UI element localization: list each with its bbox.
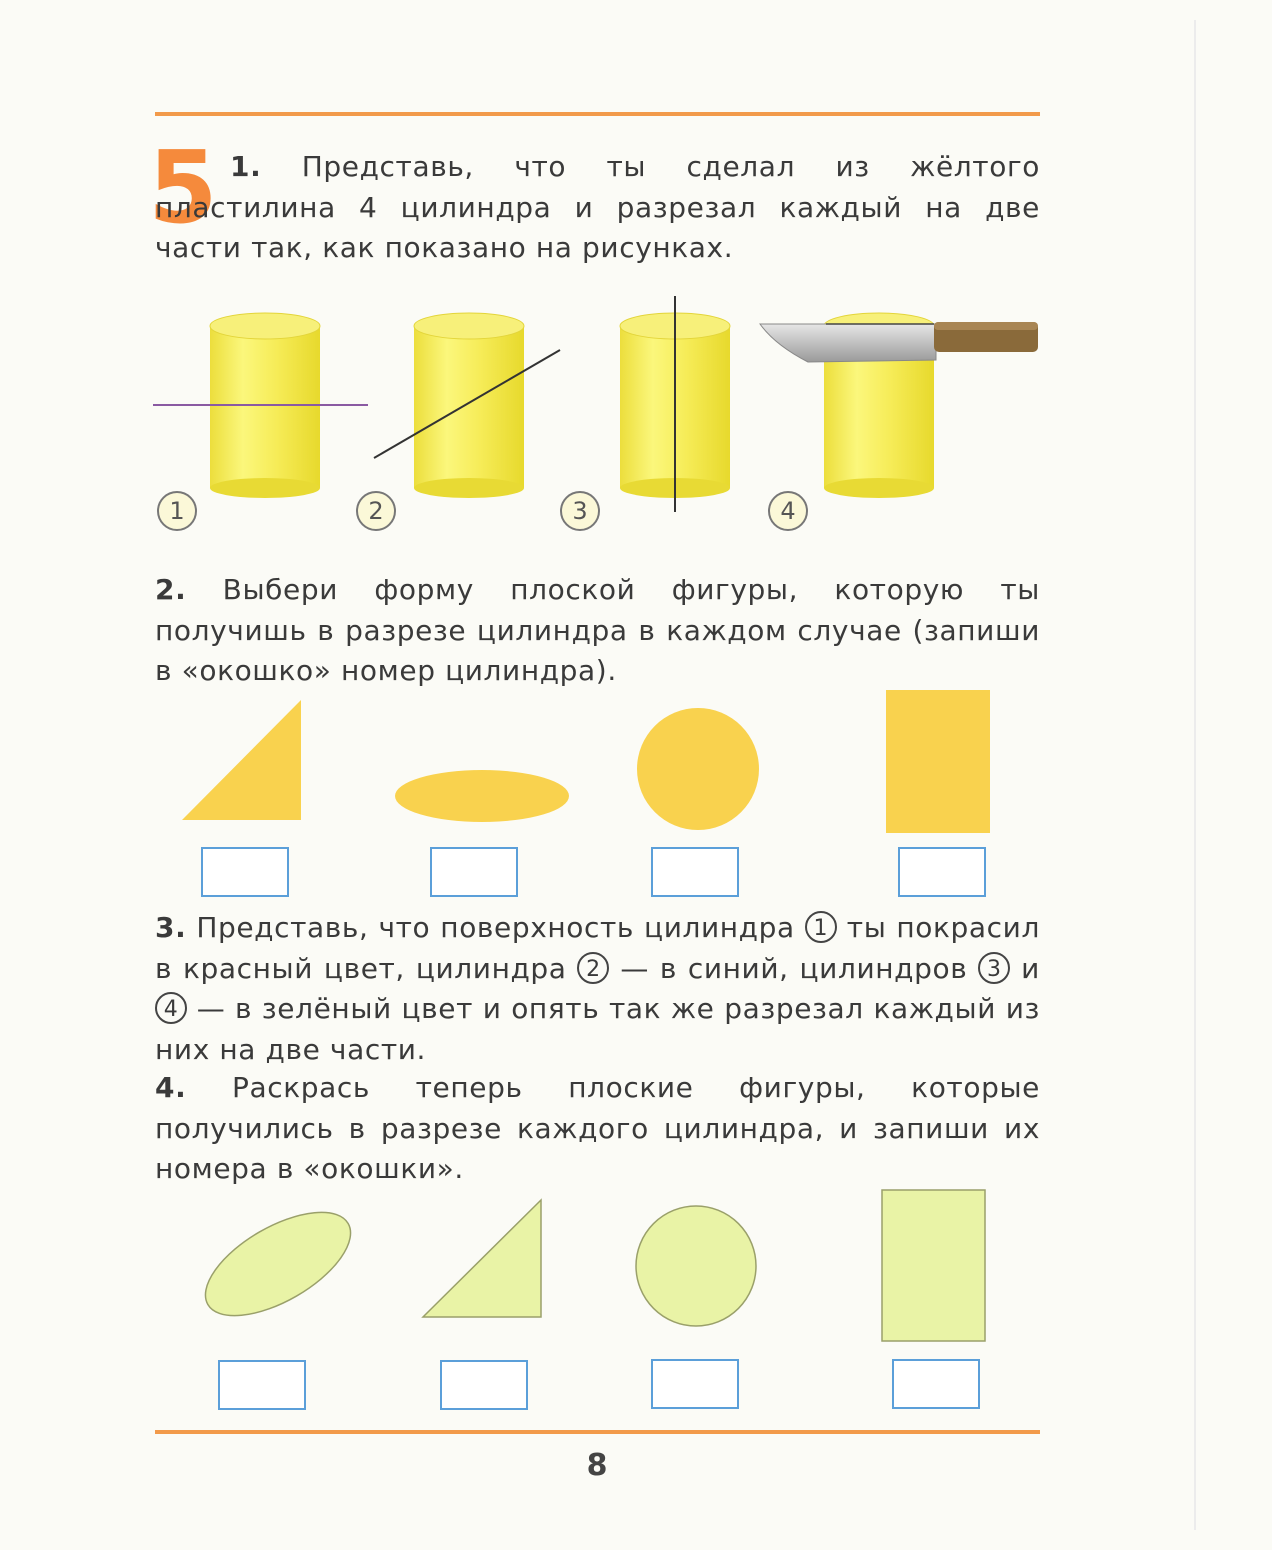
- part-2-text: Выбери форму плоской фигуры, которую ты получишь в разрезе цилиндра в каждом случае (запиши в «окошко» номер цилиндра).: [155, 573, 1040, 687]
- answer-box-row2-2[interactable]: [440, 1360, 528, 1410]
- answer-box-row1-4[interactable]: [898, 847, 986, 897]
- cylinder-1: [153, 313, 368, 498]
- cylinder-badge-4: 4: [768, 491, 808, 531]
- circled-number-3: 3: [978, 952, 1010, 984]
- part-3-number: 3.: [155, 911, 187, 944]
- answer-box-row2-1[interactable]: [218, 1360, 306, 1410]
- shape-circle-yellow: [637, 708, 759, 830]
- task-part-3: [155, 908, 1040, 1070]
- shape-rectangle-pale: [882, 1190, 985, 1341]
- task-part-4: [155, 1068, 1040, 1190]
- cylinder-badge-3: 3: [560, 491, 600, 531]
- part-4-number: 4.: [155, 1071, 187, 1104]
- part-3-text-d: и: [1021, 951, 1040, 985]
- knife-icon: [760, 322, 1038, 362]
- part-3-text-b: ты покрасил в красный цвет, цилиндра: [155, 911, 1040, 985]
- shape-rectangle-yellow: [886, 690, 990, 833]
- part-4-text: Раскрась теперь плоские фигуры, которые получились в разрезе каждого цилиндра, и запиши их номера в «окошки».: [155, 1071, 1040, 1185]
- answer-box-row1-3[interactable]: [651, 847, 739, 897]
- circled-number-4: 4: [155, 992, 187, 1024]
- cylinder-3: [620, 296, 730, 512]
- task-number: 5: [148, 129, 218, 246]
- part-2-number: 2.: [155, 573, 187, 606]
- circled-number-2: 2: [577, 952, 609, 984]
- cylinder-badge-2: 2: [356, 491, 396, 531]
- part-3-text-c: — в синий, цилиндров: [620, 951, 968, 985]
- task-part-2: [155, 570, 1040, 692]
- answer-box-row2-4[interactable]: [892, 1359, 980, 1409]
- cylinder-4: [760, 313, 1038, 498]
- page-number: 8: [586, 1448, 608, 1483]
- shape-triangle-pale: [423, 1200, 541, 1317]
- cylinder-2: [374, 313, 560, 498]
- answer-box-row1-2[interactable]: [430, 847, 518, 897]
- part-1-text: Представь, что ты сделал из жёлтого пластилина 4 цилиндра и разрезал каждый на две части так, как показано на рисунках.: [155, 150, 1040, 264]
- circled-number-1: 1: [805, 911, 837, 943]
- bottom-rule: [155, 1430, 1040, 1434]
- shape-circle-pale: [636, 1206, 756, 1326]
- answer-box-row1-1[interactable]: [201, 847, 289, 897]
- shape-ellipse-yellow: [395, 770, 569, 822]
- part-3-text-a: Представь, что поверхность цилиндра: [196, 911, 795, 944]
- shape-tilted-ellipse-pale: [189, 1191, 366, 1336]
- cylinder-badge-1: 1: [157, 491, 197, 531]
- part-3-text-e: — в зелёный цвет и опять так же разрезал каждый из них на две части.: [155, 992, 1040, 1066]
- part-1-number: 1.: [230, 150, 262, 183]
- shape-triangle-yellow: [182, 700, 301, 820]
- answer-box-row2-3[interactable]: [651, 1359, 739, 1409]
